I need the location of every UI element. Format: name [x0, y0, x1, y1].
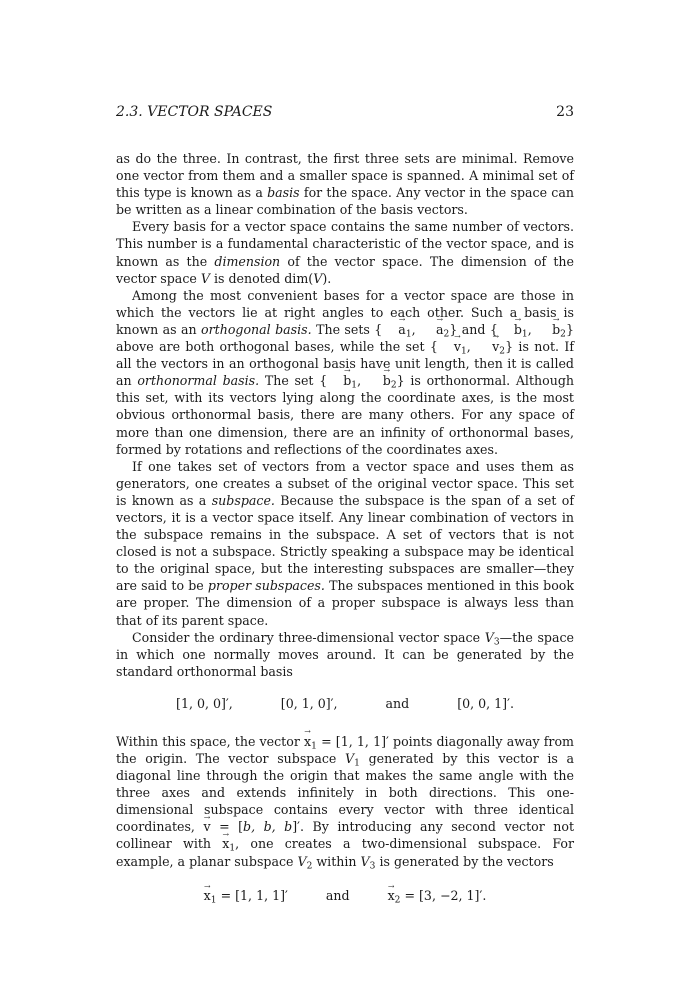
section-title: 2.3. VECTOR SPACES — [116, 104, 273, 120]
equation-standard-basis: [1, 0, 0]′, [0, 1, 0]′, and [0, 0, 1]′. — [176, 695, 514, 711]
paragraph-subspace: If one takes set of vectors from a vector space and uses them as generators, one creates a subset of the original vector space. This set is known as a subspace. Because the subspace is the span of a set of vectors, it is a vector space itself. Any linear combination of vectors in the subspace remains in the subspace. A set of vectors that is not closed is not a subspace. Strictly speaking a subspace may be identical to the original space, but the interesting subspaces are smaller—they are said to be proper subspaces. The subspaces mentioned in this book are proper. The dimension of a proper subspace is always less than that of its parent space. — [116, 458, 575, 628]
paragraph-three-dimensional: Consider the ordinary three-dimensional vector space $V_3—the$ space in which one normally moves around. It can be generated by the standard orthonormal basis — [116, 629, 574, 679]
paragraph-dimension: Every basis for a vector space contains the same number of vectors. This number is a fundamental characteristic of the vector space, and is known as the dimension of the vector space. The dimension of the vector space V is denoted dim(V). — [116, 219, 574, 286]
paragraph-basis: as do the three. In contrast, the first three sets are minimal. Remove one vector from them and a smaller space is spanned. A minimal set of this type is known as a basis for the space. Any vector in the space can be written as a linear combination of the basis vectors. — [116, 151, 574, 218]
paragraph-diagonal: Within this space, the vector → $x_1 = [1$, 1, 1]′ points diagonally away from the origin. The vector subspace $V_1$ generated by this vector is a diagonal line through the origin that makes the same angle with the three axes and extends infinitely in both directions. This one-dimensional subspace contains every vector with three identical coordinates, → v = [b, b, b]′. By introducing any second vector not collinear with → $x_1$, one creates a two-dimensional subspace. For example, a planar subspace $V_2$ within $V_3$ is generated by the vectors — [116, 733, 574, 870]
running-head — [116, 104, 574, 120]
paragraph-orthogonal: Among the most convenient bases for a vector space are those in which the vectors lie at right angles to each other. Such a basis is known as an orthogonal basis. The sets {→ $a_1$, → $a_2$} and {→ $b_1$, → $b_2$} above are both orthogonal bases, while the set {→ $v_1$, → $v_2$} is not. If all the vectors in an orthogonal basis have unit length, then it is called an orthonormal basis. The set {→ $b_1$, → $b_2$} is orthonormal. Although this set, with its vectors lying along the coordinate axes, is the most obvious orthonormal basis, there are many others. For any space of more than one dimension, there are an infinity of orthonormal bases, formed by rotations and reflections of the coordinates axes. — [116, 287, 574, 458]
equation-generators: → $x_1 = [1$, 1, 1]′ and → $x_2 = [3$, −2, 1]′. — [116, 888, 574, 903]
document-page — [116, 104, 574, 925]
page-number: 23 — [556, 104, 574, 120]
